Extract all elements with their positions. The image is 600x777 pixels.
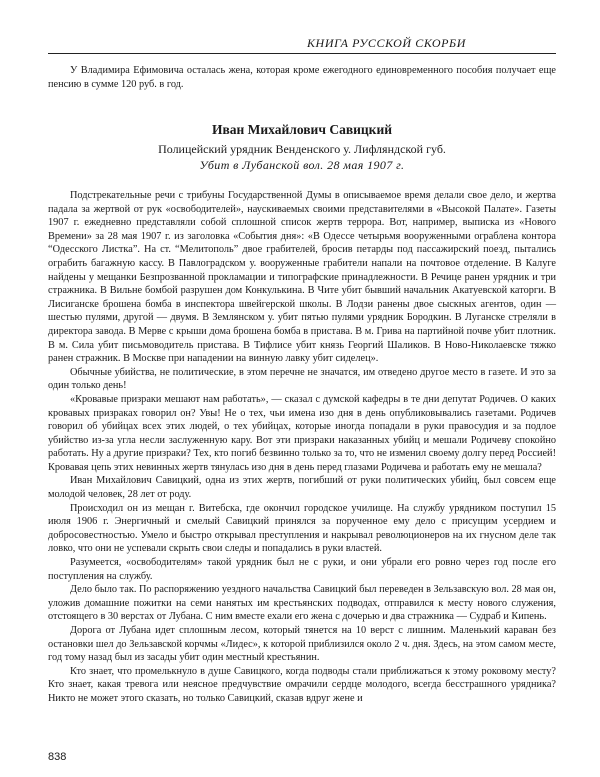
body-paragraph: Подстрекательные речи с трибуны Государственной Думы в описываемое время делали свое дело, и жертва падала за жертвой от рук «освободителей», наускиваемых своими представителями в «Высокой Палате». Газеты 1907 г. ежедневно представляли собой сплошной список жертв террора. Вот, например, выписка из «Нового Времени» за 28 мая 1907 г. из заголовка «События дня»: «В Одессе четырьмя вооруженными ограблена контора “Одесского Листка”. На ст. “Мелитополь” двое грабителей, бросив петарды под пассажирский поезд, пытались ограбить багажную кассу. В Павлоградском у. вооруженные грабители напали на почтовое отделение. В Калуге найдены у мещанки Безпрозванной прокламации и типографские принадлежности. В Речице ранен урядник и три стражника. В Вильне бомбой разрушен дом Конкулькина. В Чите убит бывший начальник Акатуевской каторги. В Лисиганске брошена бомба в инспектора швейгерской школы. В Лодзи ранены двое сыскных агентов, один — шестью пулями, другой — двумя. В Землянском у. убит пятью пулями урядник Бородкин. В Луганске стреляли в директора завода. В Мерве с крыши дома брошена бомба в пристава. В м. Грива на партийной почве убит плотник. В м. Сила убит письмоводитель пристава. В Тифлисе убит князь Георгий Шаликов. В Ново-Николаевске тяжко ранен стражник. В Москве при нападении на винную лавку убит сиделец».	[48, 190, 556, 365]
body-paragraph: Обычные убийства, не политические, в этом перечне не значатся, им отведено другое место в газете. И это за один только день!	[48, 366, 556, 392]
body-paragraph: Происходил он из мещан г. Витебска, где окончил городское училище. На службу урядником поступил 15 июля 1906 г. Энергичный и смелый Савицкий принялся за порученное ему дело с присущим усердием и добросовестностью. Умело и быстро открывал преступления и накрывал революционеров на их гнусном деле так ловко, что они не успевали скрыть свои следы и попадались в руки властей.	[48, 502, 556, 555]
body-paragraph: Дело было так. По распоряжению уездного начальства Савицкий был переведен в Зельзавскую вол. 28 мая он, уложив домашние пожитки на семи нанятых им крестьянских подводах, отправился к месту нового служения, отстоящего в 30 верстах от Лубана. С ним вместе ехали его жена с дочерью и два стражника — Судраб и Кипень.	[48, 584, 556, 623]
page-number: 838	[48, 751, 67, 763]
article-fate: Убит в Лубанской вол. 28 мая 1907 г.	[199, 158, 405, 172]
article-subtitle: Полицейский урядник Венденского у. Лифляндской губ.	[158, 142, 446, 156]
body-paragraph: Дорога от Лубана идет сплошным лесом, который тянется на 10 верст с лишним. Маленький караван без остановки шел до Зельзавской корчмы «Лидес», к которой приблизился около 2 ч. дня. Здесь, на этом самом месте, год тому назад был из засады убит один местный крестьянин.	[48, 625, 556, 664]
body-paragraph: Кто знает, что промелькнуло в душе Савицкого, когда подводы стали приближаться к этому роковому месту? Кто знает, какая тревога или неясное предчувствие омрачили сердце молодого, всегда бесстрашного урядника? Никто не может этого сказать, но только Савицкий, сказав вдруг жене и	[48, 665, 556, 704]
body-paragraph: Иван Михайлович Савицкий, одна из этих жертв, погибший от руки политических убийц, был совсем еще молодой человек, 28 лет от роду.	[48, 475, 556, 501]
intro-paragraph: У Владимира Ефимовича осталась жена, которая кроме ежегодного единовременного пособия получает еще пенсию в сумме 120 руб. в год.	[48, 65, 556, 90]
article-body	[48, 189, 556, 706]
running-header: КНИГА РУССКОЙ СКОРБИ	[48, 34, 556, 54]
body-paragraph: Разумеется, «освободителям» такой урядник был не с руки, и они убрали его ровно через год после его поступления на службу.	[48, 557, 556, 582]
body-paragraph: «Кровавые призраки мешают нам работать», — сказал с думской кафедры в те дни депутат Родичев. О каких кровавых призраках говорил он? Увы! Не о тех, чьи имена изо дня в день опубликовывались газетами. Родичев говорил об убийцах всех этих людей, о тех убийцах, которые иногда попадали в руки правосудия и за подлое убийство из-за угла несли заслуженную кару. Вот эти призраки наказанных убийц и мешали Родичеву спокойно работать. Ну а другие призраки? Тех, кто погиб безвинно только за то, что не изменил своему долгу перед Россией! Кровавая цепь этих невинных жертв тянулась изо дня в день перед глазами Родичева и работать ему не мешала?	[48, 393, 556, 473]
article-title: Иван Михайлович Савицкий	[211, 122, 393, 137]
intro-block	[48, 64, 556, 91]
